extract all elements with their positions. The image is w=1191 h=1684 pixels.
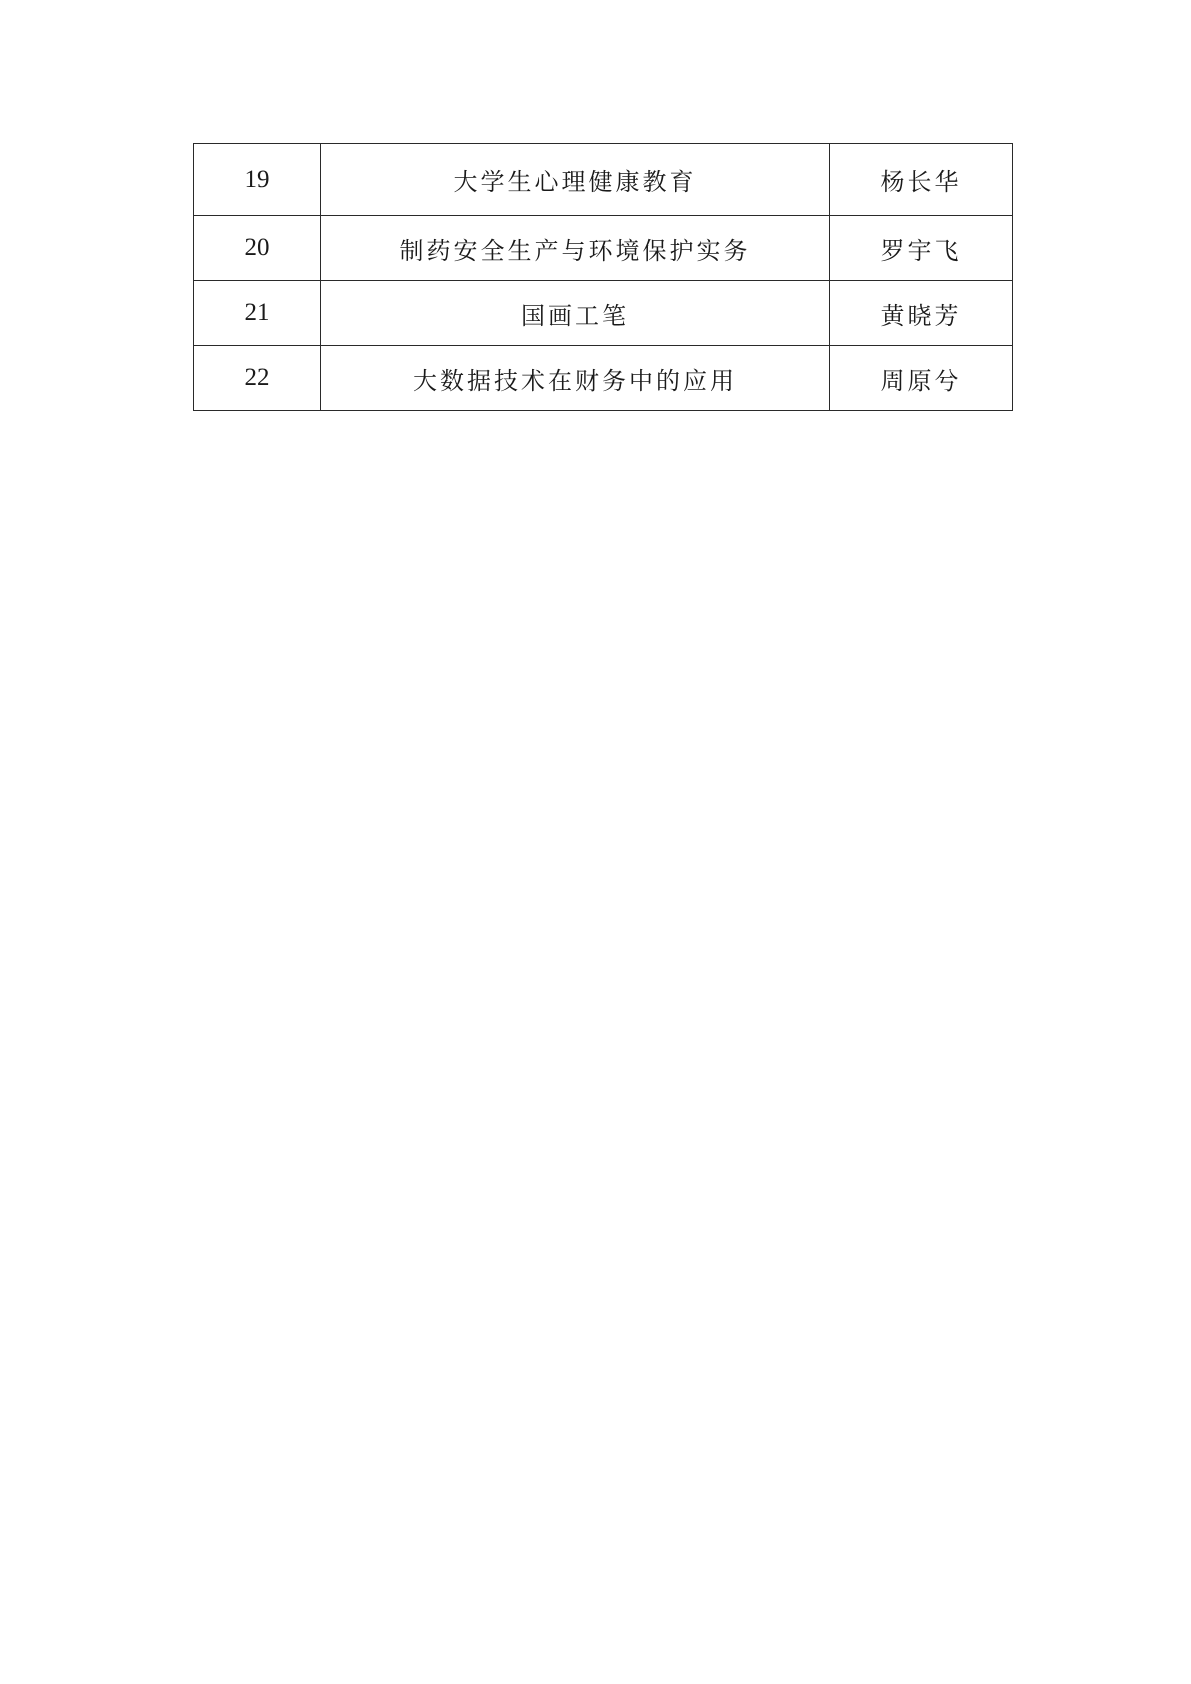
row-number-cell: 22: [194, 346, 321, 411]
table-row: [194, 216, 1013, 281]
person-name-cell: 周原兮: [830, 346, 1013, 411]
course-title-cell: 国画工笔: [321, 281, 830, 346]
course-title-cell: 大学生心理健康教育: [321, 144, 830, 216]
person-name-cell: 罗宇飞: [830, 216, 1013, 281]
table-row: [194, 281, 1013, 346]
row-number-cell: 20: [194, 216, 321, 281]
person-name-cell: 杨长华: [830, 144, 1013, 216]
course-title-cell: 大数据技术在财务中的应用: [321, 346, 830, 411]
row-number-cell: 19: [194, 144, 321, 216]
row-number-cell: 21: [194, 281, 321, 346]
course-title-cell: 制药安全生产与环境保护实务: [321, 216, 830, 281]
course-table: [193, 143, 1013, 411]
table-row: [194, 144, 1013, 216]
table-row: [194, 346, 1013, 411]
person-name-cell: 黄晓芳: [830, 281, 1013, 346]
